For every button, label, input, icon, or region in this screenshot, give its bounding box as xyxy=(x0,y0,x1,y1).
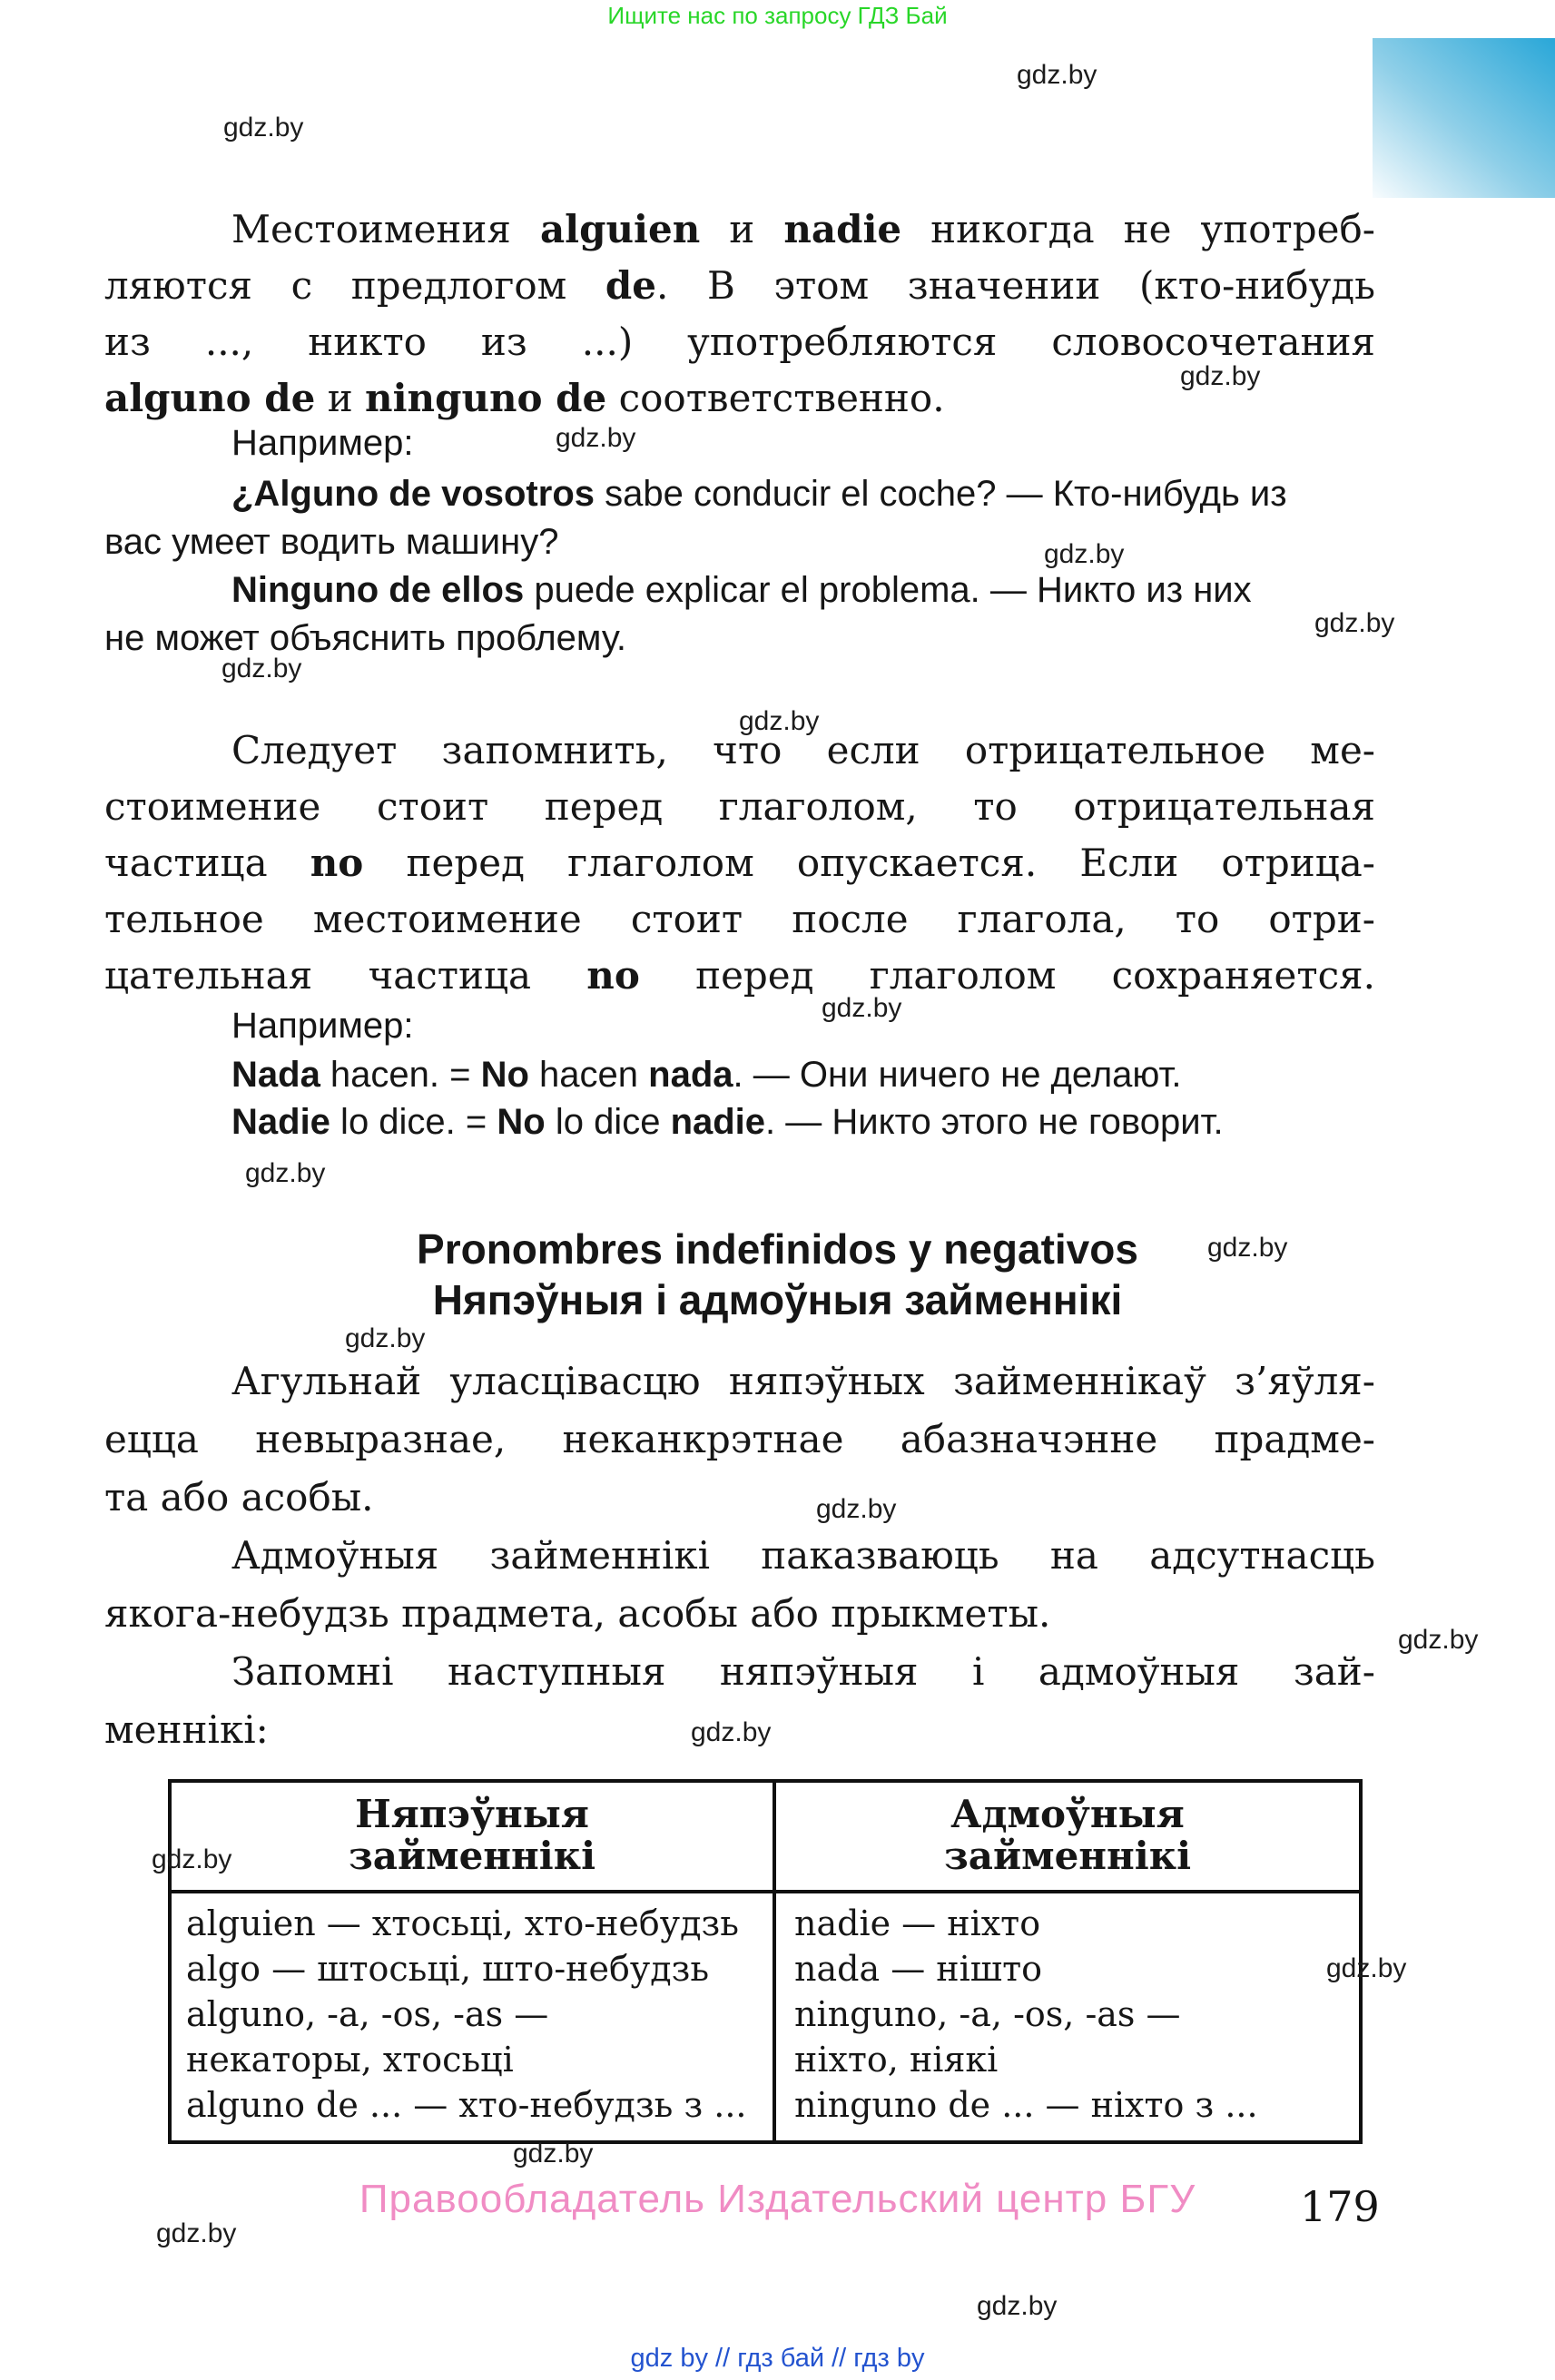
watermark-gdz: gdz.by xyxy=(1398,1625,1479,1655)
table-header-indefinite xyxy=(172,1783,773,1893)
watermark-gdz: gdz.by xyxy=(816,1494,897,1524)
table-header-negative xyxy=(773,1783,1359,1893)
example-label-2 xyxy=(104,1006,1375,1047)
watermark-gdz: gdz.by xyxy=(739,706,820,736)
watermark-gdz: gdz.by xyxy=(977,2291,1058,2321)
corner-gradient-decoration xyxy=(1373,38,1555,198)
table-row: Няпэўныя xyxy=(355,1792,589,1836)
watermark-gdz: gdz.by xyxy=(1017,60,1097,90)
text-line: из ..., никто из ...) употребляются словосочетания xyxy=(104,320,1375,364)
text-line: не может объяснить проблему. xyxy=(104,618,626,658)
table-row: займеннікі xyxy=(348,1834,596,1878)
text-line: ляются с предлогом de. В этом значении (кто-нибудь xyxy=(104,263,1376,308)
table-row: nada — нішто xyxy=(794,1949,1042,1989)
table-row: alguien — хтосьці, хто-небудзь xyxy=(186,1903,739,1943)
examples-nada-nadie xyxy=(104,1051,1412,1146)
text-line: Ninguno de ellos puede explicar el problema. — Никто из них xyxy=(231,570,1252,610)
watermark-gdz: gdz.by xyxy=(223,113,304,143)
text-line: вас умеет водить машину? xyxy=(104,522,559,562)
text-line: та або асобы. xyxy=(104,1475,374,1519)
table-column-indefinite xyxy=(172,1893,773,2140)
text-line: стоимение стоит перед глаголом, то отрицательная xyxy=(104,784,1375,829)
watermark-gdz: gdz.by xyxy=(221,654,302,684)
watermark-gdz: gdz.by xyxy=(1044,539,1125,569)
watermark-gdz: gdz.by xyxy=(1207,1233,1288,1263)
footer-links[interactable]: gdz by // гдз бай // гдз by xyxy=(630,2344,925,2373)
watermark-gdz: gdz.by xyxy=(513,2139,594,2169)
example-label-text: Например: xyxy=(231,1006,414,1046)
text-line: ецца невыразнае, неканкрэтнае абазначэнне прадме- xyxy=(104,1417,1375,1461)
watermark-gdz: gdz.by xyxy=(1314,608,1395,638)
paragraph-no-particle-rule xyxy=(104,723,1375,1004)
pronouns-table xyxy=(168,1779,1363,2144)
watermark-gdz: gdz.by xyxy=(822,993,902,1023)
text-line: тельное местоимение стоит после глагола, то отри- xyxy=(104,897,1375,941)
section-heading-spanish: Pronombres indefinidos y negativos xyxy=(417,1225,1138,1273)
section-heading-belarusian: Няпэўныя і адмоўныя займеннікі xyxy=(432,1276,1123,1323)
text-line: цательная частица no перед глаголом сохраняется. xyxy=(104,953,1375,998)
table-column-negative xyxy=(773,1893,1359,2140)
watermark-gdz: gdz.by xyxy=(1180,361,1261,391)
text-line: Агульнай уласцівасцю няпэўных займеннікаў з’яўля- xyxy=(231,1359,1375,1403)
text-line: Местоимения alguien и nadie никогда не употреб- xyxy=(231,207,1375,251)
table-row: nadie — ніхто xyxy=(794,1903,1041,1943)
watermark-gdz: gdz.by xyxy=(691,1717,772,1747)
table-row: Адмоўныя xyxy=(950,1792,1185,1836)
paragraph-belarusian-explanation xyxy=(104,1352,1375,1759)
text-line: Следует запомнить, что если отрицательное ме- xyxy=(231,728,1375,772)
text-line: якога-небудзь прадмета, асобы або прыкметы. xyxy=(104,1591,1051,1636)
section-heading xyxy=(0,1224,1555,1325)
page-number: 179 xyxy=(1300,2182,1380,2231)
table-row: займеннікі xyxy=(943,1834,1192,1878)
text-line: меннікі: xyxy=(104,1707,269,1752)
table-row: ninguno de ... — ніхто з ... xyxy=(794,2085,1258,2125)
table-row: alguno de ... — хто-небудзь з ... xyxy=(186,2085,747,2125)
table-row: ніхто, ніякі xyxy=(794,2040,999,2080)
header-banner: Ищите нас по запросу ГДЗ Бай xyxy=(607,2,948,29)
table-row: alguno, -a, -os, -as — xyxy=(186,1994,549,2034)
text-line: Адмоўныя займеннікі паказваюць на адсутнасць xyxy=(231,1533,1375,1578)
watermark-gdz: gdz.by xyxy=(156,2218,237,2248)
text-line: alguno de и ninguno de соответственно. xyxy=(104,376,945,420)
table-row: некаторы, хтосьці xyxy=(186,2040,514,2080)
text-line: ¿Alguno de vosotros sabe conducir el coche? — Кто-нибудь из xyxy=(231,474,1287,514)
table-row: ninguno, -a, -os, -as — xyxy=(794,1994,1181,2034)
watermark-gdz: gdz.by xyxy=(345,1323,426,1353)
watermark-gdz: gdz.by xyxy=(245,1158,326,1188)
text-line: Запомні наступныя няпэўныя і адмоўныя зай- xyxy=(231,1649,1375,1694)
watermark-gdz: gdz.by xyxy=(152,1844,232,1874)
paragraph-alguien-nadie-rule xyxy=(104,202,1375,427)
table-row: algo — штосьці, што-небудзь xyxy=(186,1949,710,1989)
example-label-text: Например: xyxy=(231,423,414,463)
watermark-gdz: gdz.by xyxy=(556,423,636,453)
text-line: частица no перед глаголом опускается. Если отрица- xyxy=(104,841,1375,885)
text-line: Nadie lo dice. = No lo dice nadie. — Никто этого не говорит. xyxy=(231,1102,1224,1142)
copyright-notice: Правообладатель Издательский центр БГУ xyxy=(359,2177,1196,2221)
text-line: Nada hacen. = No hacen nada. — Они ничего не делают. xyxy=(231,1055,1182,1095)
watermark-gdz: gdz.by xyxy=(1326,1953,1407,1983)
example-label-1 xyxy=(104,423,1375,464)
examples-alguno-ninguno xyxy=(104,470,1412,663)
